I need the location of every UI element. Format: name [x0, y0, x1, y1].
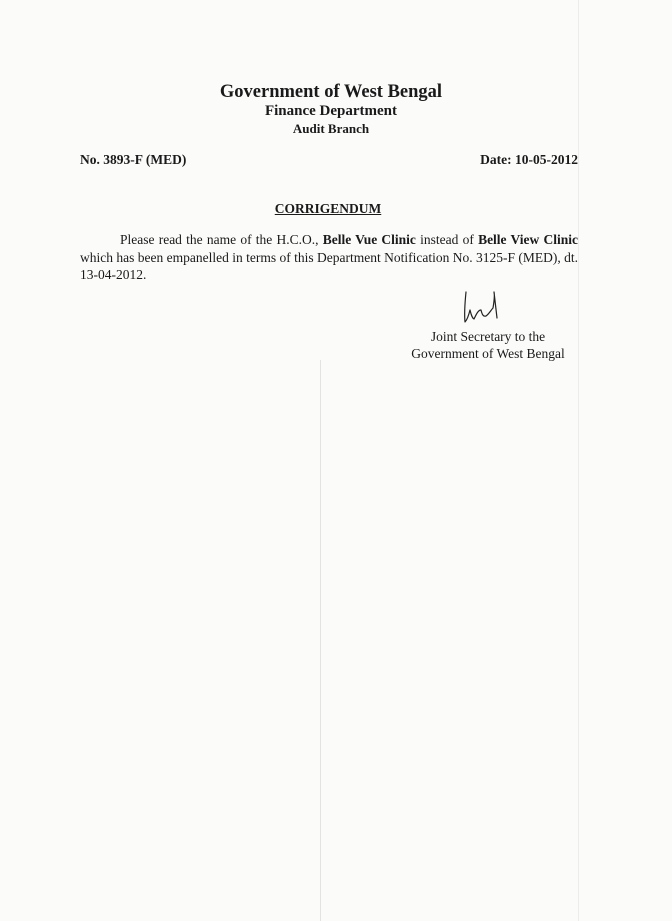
body-text-part: which has been empanelled in terms of this Department Notification No. 3125-F (MED), dt. 13-04-2012. [80, 249, 578, 282]
clinic-name-correct: Belle Vue Clinic [322, 232, 416, 247]
clinic-name-incorrect: Belle View Clinic [478, 232, 578, 247]
document-heading: CORRIGENDUM [274, 201, 382, 216]
scan-fold-line [320, 360, 321, 921]
signatory-designation [400, 328, 576, 362]
body-paragraph [80, 231, 578, 284]
signatory-line-1: Joint Secretary to the [430, 329, 546, 344]
handwritten-signature [456, 288, 504, 328]
reference-number: No. 3893-F (MED) [80, 152, 187, 167]
government-title: Government of West Bengal [219, 82, 443, 102]
department-title: Finance Department [264, 103, 398, 119]
reference-date: Date: 10-05-2012 [480, 152, 578, 167]
body-text-part: Please read the name of the H.C.O., [120, 232, 323, 247]
branch-title: Audit Branch [292, 121, 370, 136]
signatory-line-2: Government of West Bengal [411, 346, 565, 361]
body-text-part: instead of [415, 232, 479, 247]
scan-edge-line [578, 0, 579, 921]
